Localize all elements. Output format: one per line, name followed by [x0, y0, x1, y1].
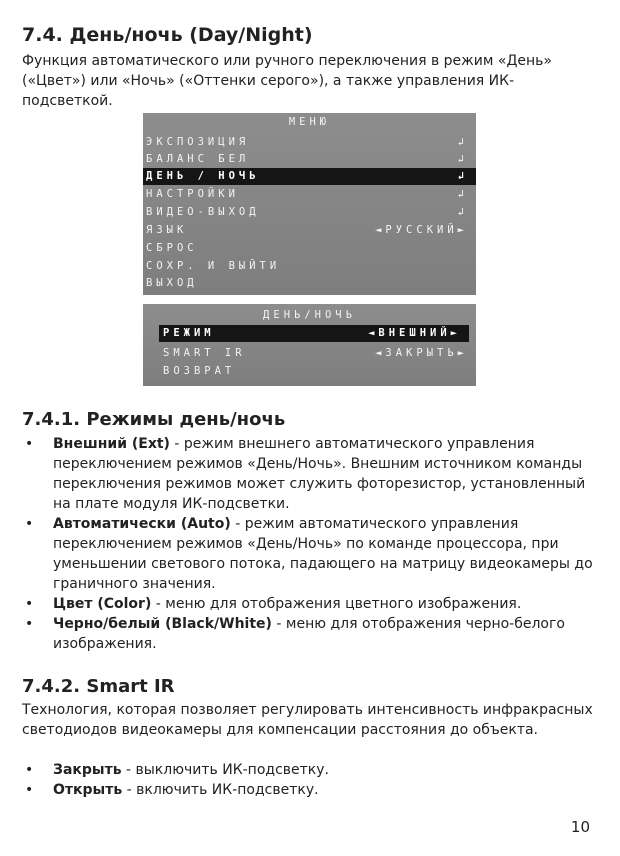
item-term: Открыть — [53, 782, 123, 798]
osd-item-value: ↲ — [457, 170, 468, 182]
smartir-description: Технология, которая позволяет регулировать интенсивность инфракрасных светодиодов видеокамеры для компенсации расстояния до объекта. — [22, 702, 593, 738]
osd-menu-item-selected — [143, 168, 476, 185]
osd-item-value: ↲ — [457, 153, 468, 165]
osd-menu-item — [143, 134, 476, 151]
osd-item-label: SMART IR — [163, 347, 246, 359]
list-item — [22, 614, 602, 654]
item-term: Закрыть — [53, 762, 122, 778]
bullet-icon: • — [25, 596, 34, 612]
osd-item-label: РЕЖИМ — [163, 327, 215, 339]
osd-main-menu — [143, 113, 476, 295]
section-intro: Функция автоматического или ручного переключения в режим «День» («Цвет») или «Ночь» («Оттенки серого»), а также управления ИК-подсветкой. — [22, 53, 552, 109]
osd-item-label: БАЛАНС БЕЛ — [146, 153, 250, 165]
list-item — [22, 760, 602, 780]
item-term: Внешний (Ext) — [53, 436, 170, 452]
osd-item-value: ↲ — [457, 188, 468, 200]
item-text: - выключить ИК-подсветку. — [121, 762, 329, 778]
item-term: Черно/белый (Black/White) — [53, 616, 272, 632]
bullet-icon: • — [25, 516, 34, 532]
page-number: 10 — [570, 818, 590, 836]
bullet-icon: • — [25, 436, 34, 452]
smartir-list — [22, 760, 602, 800]
osd-item-label: ВЫХОД — [146, 277, 198, 289]
osd-item-value: ◄ЗАКРЫТЬ► — [375, 347, 468, 359]
modes-list — [22, 434, 602, 654]
osd-menu-item — [143, 275, 476, 292]
osd-main-menu-title: МЕНЮ — [288, 116, 331, 128]
osd-menu-item-selected — [159, 325, 469, 342]
item-text: - меню для отображения цветного изображения. — [151, 596, 522, 612]
osd-item-label: ВИДЕО-ВЫХОД — [146, 206, 260, 218]
modes-heading: 7.4.1. Режимы день/ночь — [22, 409, 286, 430]
item-text: - режим внешнего автоматического управления переключением режимов «День/Ночь». Внешним источником команды переключения режимов может служить фоторезистор, установленный на плате модуля ИК-подсветки. — [53, 436, 586, 512]
item-text: - режим автоматического управления переключением режимов «День/Ночь» по команде процессора, при уменьшении светового потока, падающего на матрицу видеокамеры до граничного значения. — [53, 516, 593, 592]
osd-item-label: ЯЗЫК — [146, 224, 188, 236]
bullet-icon: • — [25, 616, 34, 632]
osd-daynight-menu-title: ДЕНЬ/НОЧЬ — [263, 309, 356, 321]
item-text: - включить ИК-подсветку. — [122, 782, 319, 798]
list-item — [22, 514, 602, 594]
osd-menu-item — [143, 258, 476, 275]
item-term: Цвет (Color) — [53, 596, 152, 612]
osd-menu-item — [143, 204, 476, 221]
list-item — [22, 780, 602, 800]
osd-item-label: ВОЗВРАТ — [163, 365, 236, 377]
osd-menu-item — [143, 345, 476, 362]
osd-item-value: ◄ВНЕШНИЙ► — [368, 327, 461, 339]
osd-item-label: НАСТРОЙКИ — [146, 188, 239, 200]
osd-menu-item — [143, 186, 476, 203]
osd-item-label: СОХР. И ВЫЙТИ — [146, 260, 281, 272]
osd-menu-item — [143, 363, 476, 380]
osd-menu-item — [143, 222, 476, 239]
osd-item-label: ЭКСПОЗИЦИЯ — [146, 136, 250, 148]
osd-daynight-menu — [143, 304, 476, 386]
osd-item-value: ↲ — [457, 136, 468, 148]
list-item — [22, 594, 602, 614]
list-item — [22, 434, 602, 514]
osd-item-label: СБРОС — [146, 242, 198, 254]
item-text: - меню для отображения черно-белого изображения. — [53, 616, 565, 652]
osd-item-value: ◄РУССКИЙ► — [375, 224, 468, 236]
osd-item-label: ДЕНЬ / НОЧЬ — [146, 170, 260, 182]
item-term: Автоматически (Auto) — [53, 516, 231, 532]
osd-item-value: ↲ — [457, 206, 468, 218]
smartir-heading: 7.4.2. Smart IR — [22, 676, 175, 697]
osd-menu-item — [143, 151, 476, 168]
section-title: 7.4. День/ночь (Day/Night) — [22, 24, 313, 46]
bullet-icon: • — [25, 762, 34, 778]
osd-menu-item — [143, 240, 476, 257]
bullet-icon: • — [25, 782, 34, 798]
